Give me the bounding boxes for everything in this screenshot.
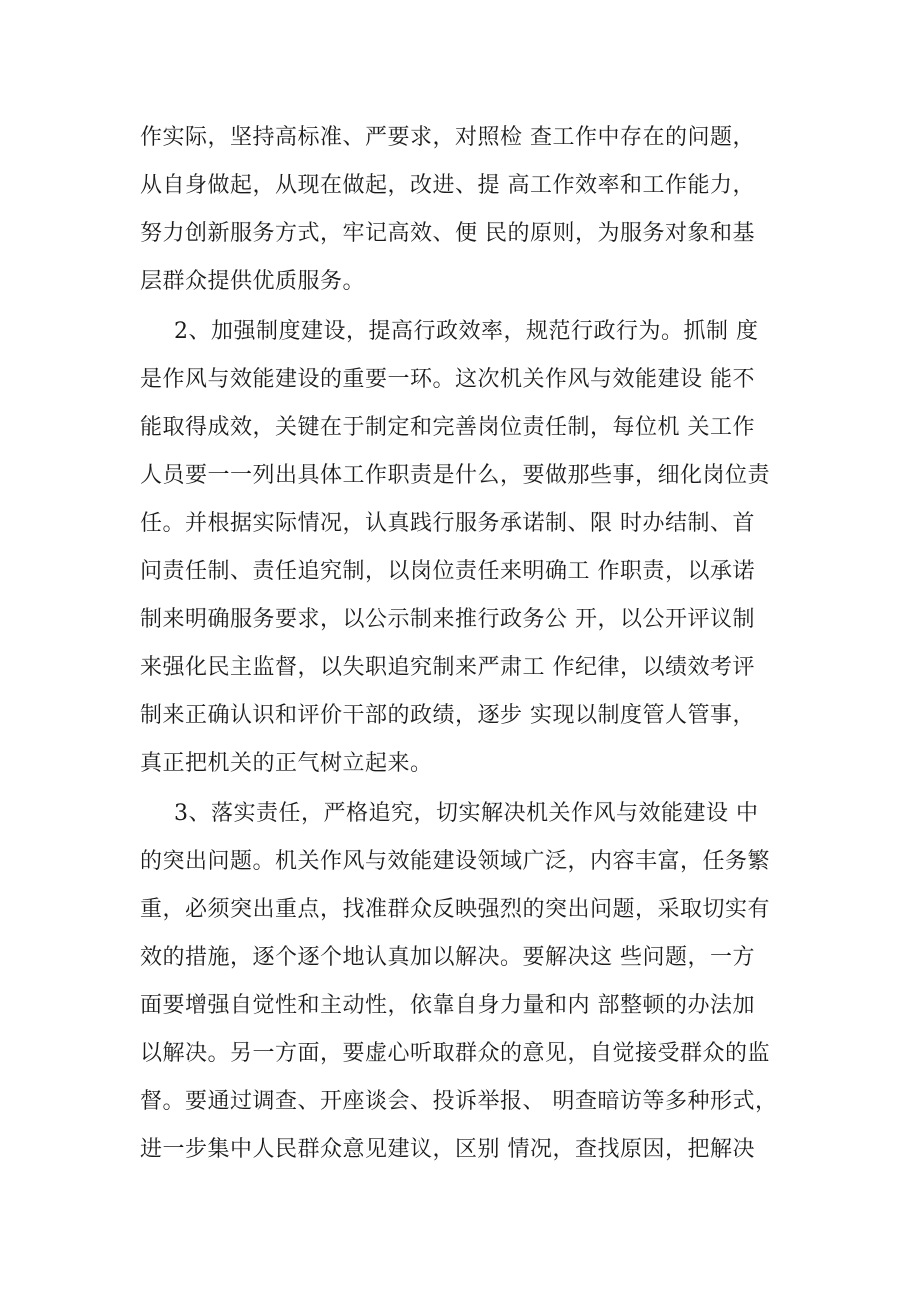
paragraph-1 — [140, 114, 820, 306]
text-line: 人员要一一列出具体工作职责是什么，要做那些事，细化岗位责 — [140, 463, 771, 488]
text-line: 3、落实责任，严格追究，切实解决机关作风与效能建设 中 — [174, 801, 759, 826]
text-line: 面要增强自觉性和主动性，依靠自身力量和内 部整顿的办法加 — [140, 993, 755, 1018]
text-line: 是作风与效能建设的重要一环。这次机关作风与效能建设 能不 — [140, 367, 755, 392]
text-line: 效的措施，逐个逐个地认真加以解决。要解决这 些问题，一方 — [140, 945, 755, 970]
text-line: 督。要通过调查、开座谈会、投诉举报、 明查暗访等多种形式， — [140, 1089, 778, 1114]
text-line: 能取得成效，关键在于制定和完善岗位责任制，每位机 关工作 — [140, 415, 755, 440]
text-line: 以解决。另一方面，要虚心听取群众的意见，自觉接受群众的监 — [140, 1041, 771, 1066]
text-line: 制来明确服务要求，以公示制来推行政务公 开，以公开评议制 — [140, 607, 755, 632]
text-line: 作实际，坚持高标准、严要求，对照检 查工作中存在的问题， — [140, 125, 755, 150]
text-line: 的突出问题。机关作风与效能建设领域广泛，内容丰富，任务繁 — [140, 849, 771, 874]
text-line: 制来正确认识和评价干部的政绩，逐步 实现以制度管人管事， — [140, 703, 755, 728]
text-line: 问责任制、责任追究制，以岗位责任来明确工 作职责，以承诺 — [140, 559, 755, 584]
paragraph-3 — [140, 790, 820, 1174]
text-line: 进一步集中人民群众意见建议，区别 情况，查找原因，把解决 — [140, 1137, 755, 1162]
text-line: 从自身做起，从现在做起，改进、提 高工作效率和工作能力， — [140, 173, 755, 198]
text-line: 努力创新服务方式，牢记高效、便 民的原则，为服务对象和基 — [140, 221, 755, 246]
text-line: 2、加强制度建设，提高行政效率，规范行政行为。抓制 度 — [174, 319, 759, 344]
text-line: 重，必须突出重点，找准群众反映强烈的突出问题，采取切实有 — [140, 897, 771, 922]
text-line: 层群众提供优质服务。 — [140, 269, 366, 294]
text-line: 任。并根据实际情况，认真践行服务承诺制、限 时办结制、首 — [140, 511, 755, 536]
text-line: 真正把机关的正气树立起来。 — [140, 751, 433, 776]
text-line: 来强化民主监督，以失职追究制来严肃工 作纪律，以绩效考评 — [140, 655, 755, 680]
paragraph-2 — [140, 308, 820, 788]
document-body — [140, 114, 820, 1174]
